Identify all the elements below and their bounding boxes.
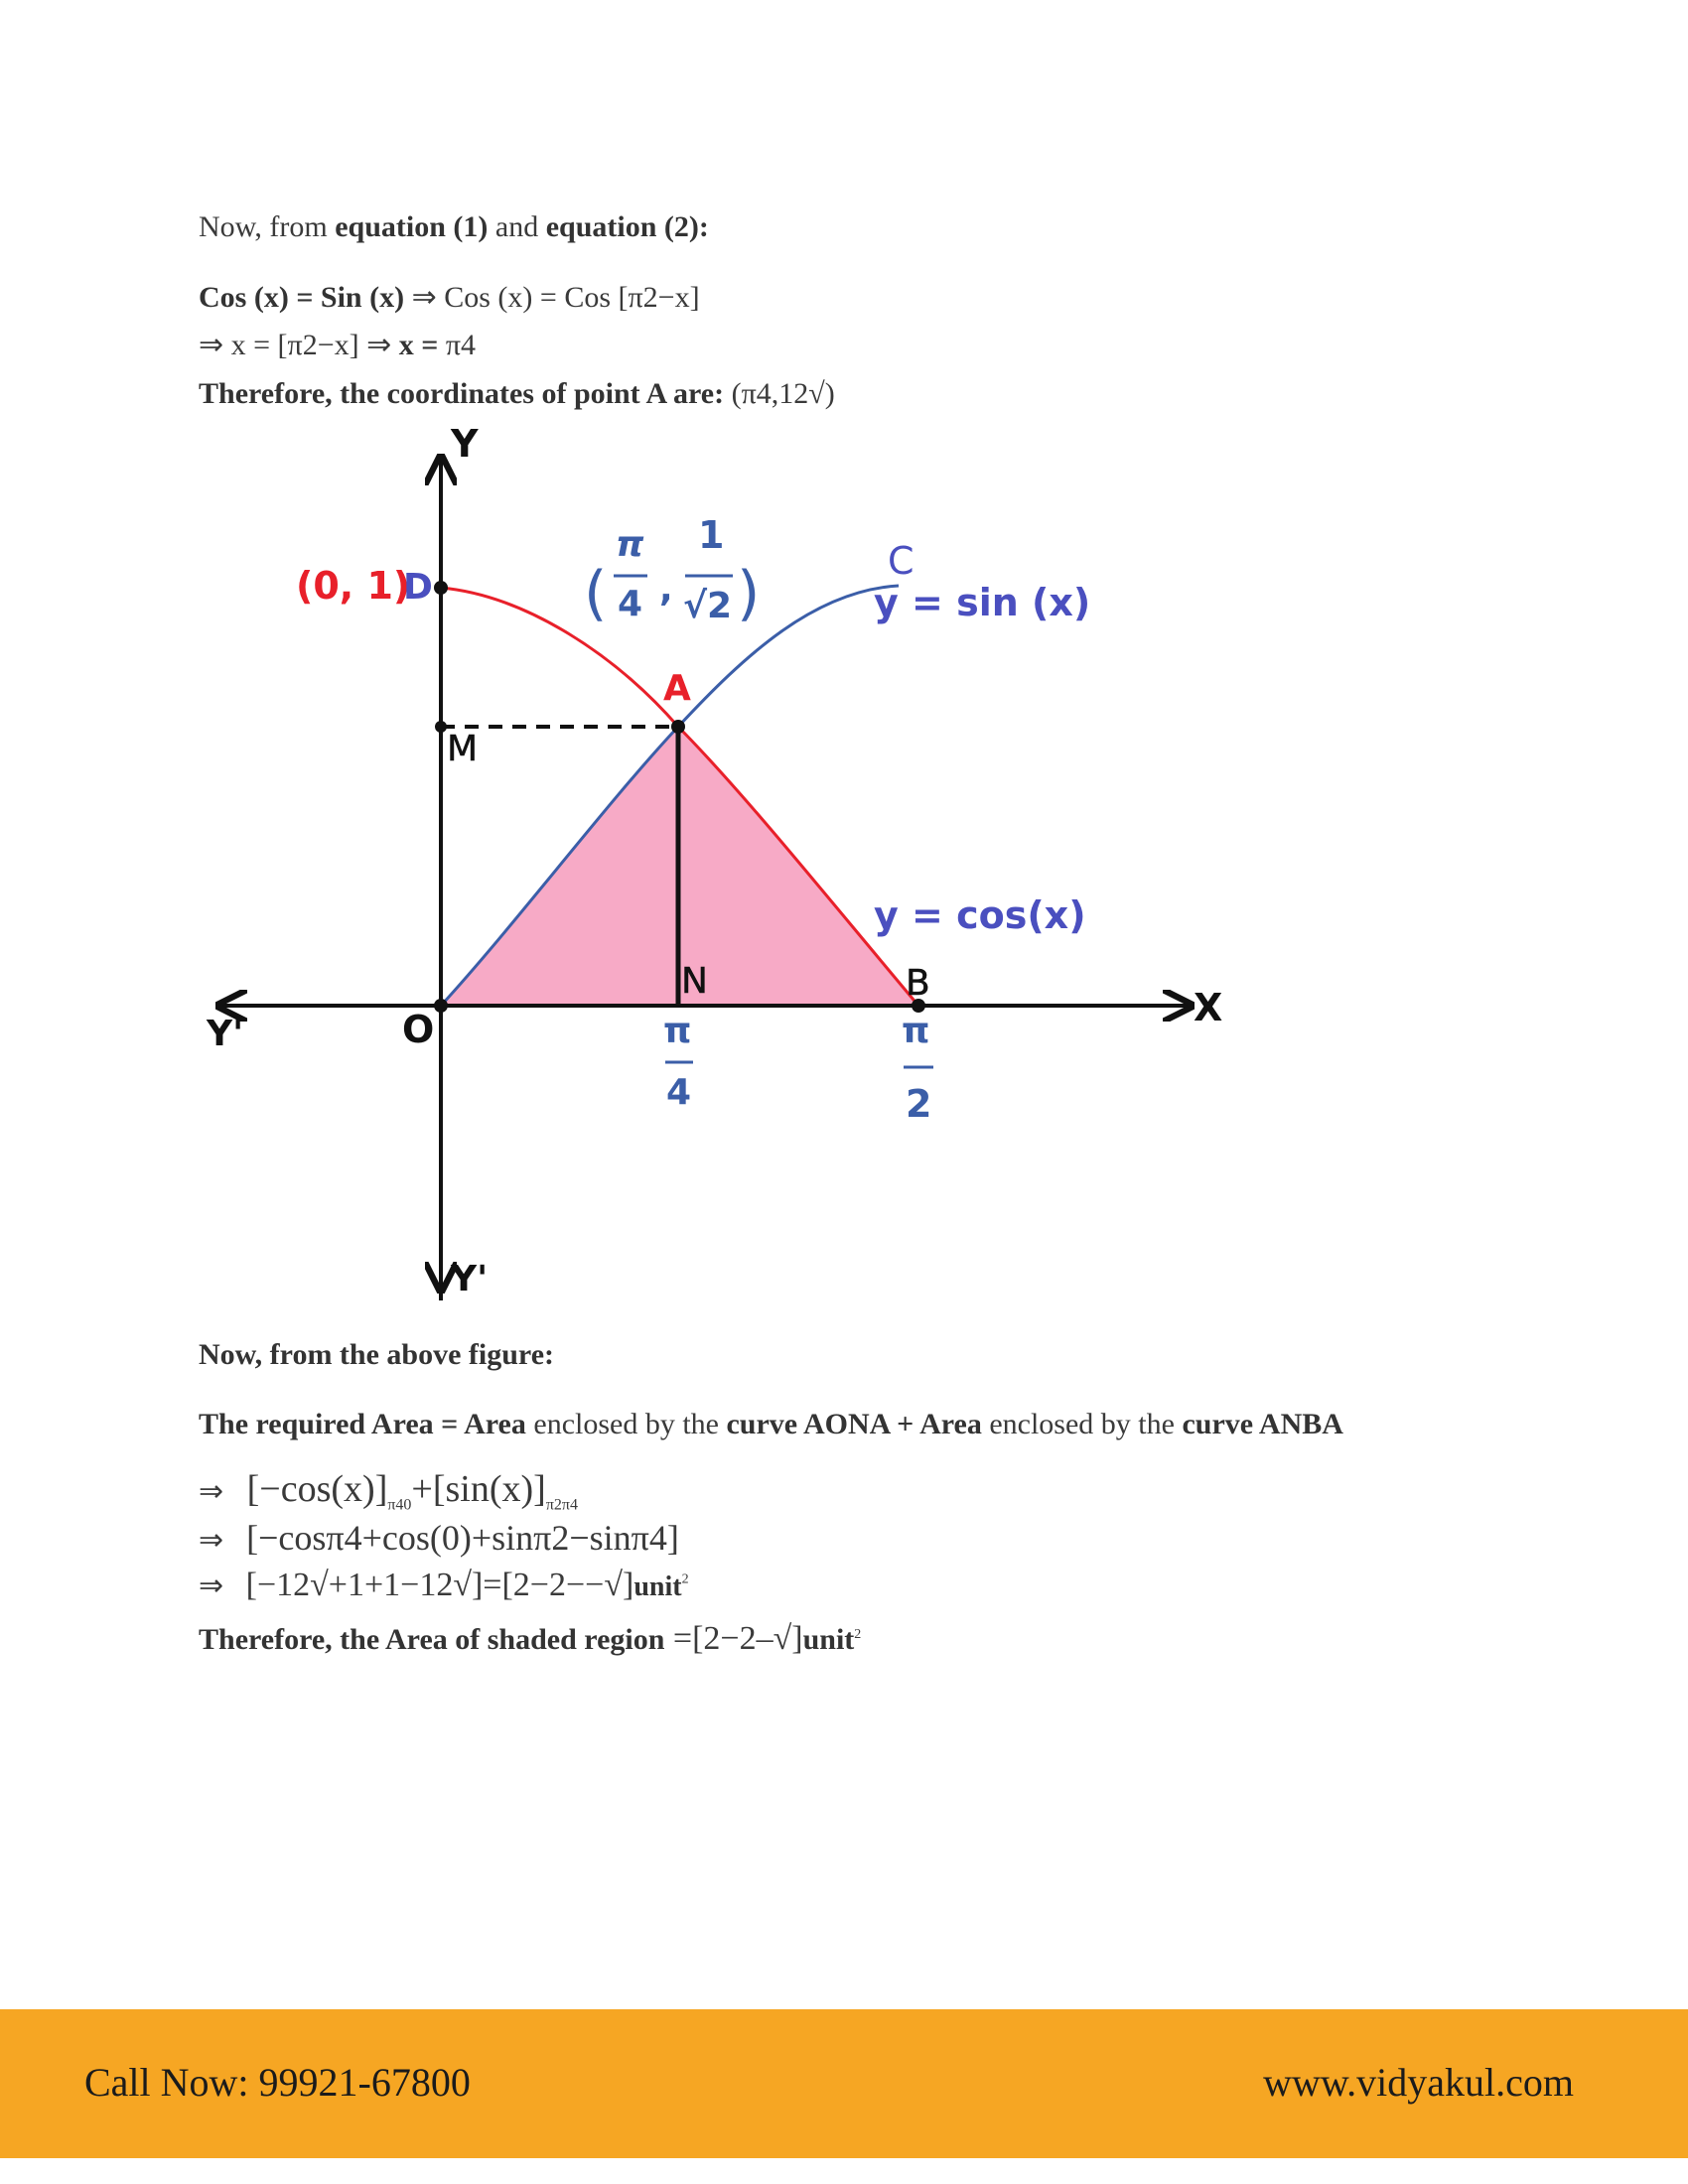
tick-pi2-num: π (902, 1011, 930, 1051)
text: enclosed by the (525, 1408, 727, 1440)
statement: curve ANBA (1182, 1408, 1343, 1440)
x-axis-left-label: Y' (207, 1014, 244, 1054)
paren-open: ( (584, 559, 608, 628)
equation-ref: equation (2): (545, 210, 709, 243)
y-axis-bottom-label: Y' (451, 1259, 489, 1299)
point-m-label: M (447, 729, 479, 769)
call-now-text: Call Now: 99921-67800 (84, 2060, 471, 2105)
equation: [−cosπ4+cos(0)+sinπ2−sinπ4] (246, 1518, 679, 1558)
text-line-3 (199, 328, 476, 362)
a-coord-sqrt2: √2 (683, 586, 733, 626)
point-a-label: A (663, 668, 691, 709)
statement: Therefore, the Area of shaded region (199, 1623, 665, 1656)
area-figure (189, 422, 1223, 1300)
text-line-9 (199, 1567, 689, 1604)
tick-pi4-num: π (663, 1011, 692, 1051)
point-d-label: D (403, 567, 433, 608)
tick-pi2-den: 2 (906, 1082, 932, 1126)
a-coord-4: 4 (618, 584, 643, 624)
text-line-6 (199, 1408, 1343, 1441)
statement: Therefore, the coordinates of point A are: (199, 377, 732, 410)
text-line-5 (199, 1338, 554, 1372)
point-n-label: N (681, 961, 708, 1002)
implies-arrow: ⇒ (199, 1570, 224, 1602)
equation: x = (398, 329, 446, 361)
equation: [−cos(x)] (246, 1468, 388, 1510)
exponent: 2 (854, 1627, 862, 1642)
point-d-coords: (0, 1) (296, 564, 411, 608)
exponent: 2 (681, 1571, 689, 1587)
point-o-dot (434, 999, 448, 1013)
point-a-dot (671, 720, 685, 734)
unit: unit (633, 1571, 682, 1602)
text: Now, from (199, 210, 336, 243)
paren-close: ) (737, 559, 761, 628)
equation: ⇒ Cos (x) = Cos [π2−x] (404, 281, 700, 314)
equation: Cos (x) = Sin (x) (199, 281, 405, 314)
tick-pi4-den: 4 (666, 1072, 692, 1113)
text-line-2 (199, 280, 700, 315)
text-line-4 (199, 377, 835, 411)
a-coord-comma: , (659, 569, 673, 610)
point-b-label: B (906, 963, 930, 1004)
origin-label: O (402, 1008, 435, 1051)
equation: π4 (445, 329, 477, 361)
point-m-dot (435, 721, 447, 733)
text-line-10 (199, 1620, 861, 1658)
point-d-dot (434, 581, 448, 595)
equation-ref: equation (1) (335, 210, 489, 243)
x-axis-label: X (1194, 986, 1223, 1029)
text-line-7 (199, 1467, 578, 1515)
footer-bar (0, 2009, 1688, 2158)
text-line-1 (199, 210, 709, 244)
equation: ⇒ x = [π2−x] ⇒ (199, 329, 399, 361)
limits: π40 (387, 1496, 412, 1514)
equation: =[2−2–√] (664, 1620, 803, 1657)
statement: The required Area = Area (199, 1408, 526, 1440)
website-link[interactable]: www.vidyakul.com (1263, 2060, 1574, 2105)
statement: curve AONA + Area (726, 1408, 982, 1440)
statement: Now, from the above figure: (199, 1338, 555, 1371)
sin-curve-label: y = sin (x) (874, 581, 1091, 624)
text-line-8 (199, 1517, 679, 1559)
y-axis-label: Y (451, 422, 479, 466)
implies-arrow: ⇒ (199, 1475, 224, 1508)
text: enclosed by the (981, 1408, 1183, 1440)
text: and (488, 210, 546, 243)
cos-curve-label: y = cos(x) (874, 893, 1086, 937)
a-coord-1: 1 (698, 513, 725, 557)
a-coord-pi: π (616, 524, 644, 565)
implies-arrow: ⇒ (199, 1524, 224, 1557)
equation: [−12√+1+1−12√]=[2−2−−√] (245, 1567, 634, 1603)
limits: π2π4 (545, 1496, 578, 1514)
unit: unit (802, 1623, 855, 1656)
coordinates: (π4,12√) (731, 377, 835, 410)
point-c-label: C (888, 539, 914, 583)
equation: +[sin(x)] (411, 1468, 546, 1510)
